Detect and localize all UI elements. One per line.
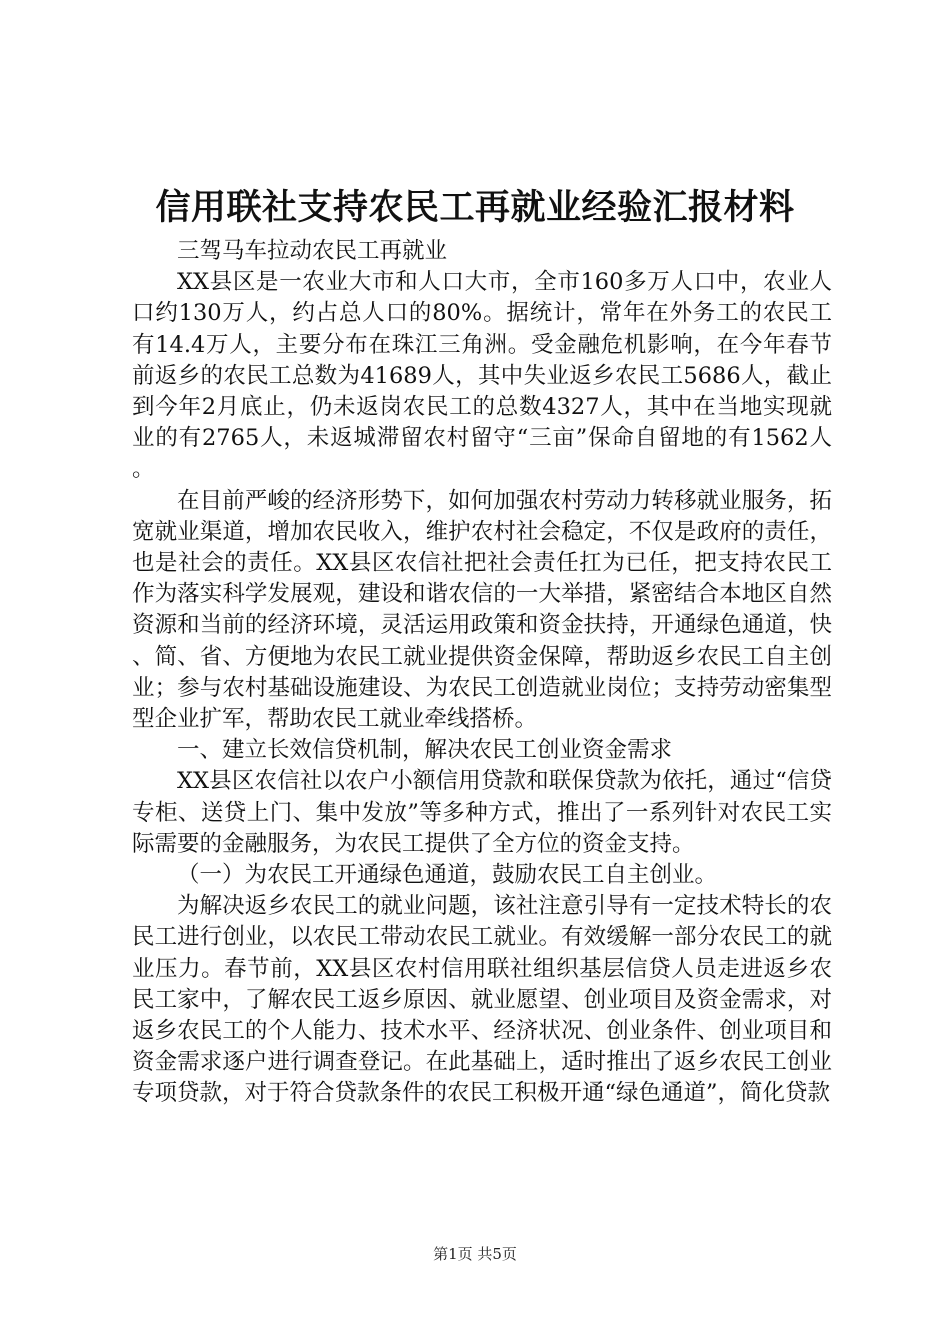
paragraph-responsibility: 在目前严峻的经济形势下，如何加强农村劳动力转移就业服务，拓宽就业渠道，增加农民收入，维护农村社会稳定，不仅是政府的责任，也是社会的责任。XX县区农信社把社会责任扛为已任，把支持农民工作为落实科学发展观，建设和谐农信的一大举措，紧密结合本地区自然资源和当前的经济环境，灵活运用政策和资金扶持，开通绿色通道，快、简、省、方便地为农民工就业提供资金保障，帮助返乡农民工自主创业；参与农村基础设施建设、为农民工创造就业岗位；支持劳动密集型型企业扩军，帮助农民工就业牵线搭桥。 xyxy=(132,487,832,733)
paragraph-green-channel: 为解决返乡农民工的就业问题，该社注意引导有一定技术特长的农民工进行创业，以农民工带动农民工就业。有效缓解一部分农民工的就业压力。春节前，XX县区农村信用联社组织基层信贷人员走进返乡农民工家中，了解农民工返乡原因、就业愿望、创业项目及资金需求，对返乡农民工的个人能力、技术水平、经济状况、创业条件、创业项目和资金需求逐户进行调查登记。在此基础上，适时推出了返乡农民工创业专项贷款，对于符合贷款条件的农民工积极开通“绿色通道”，简化贷款 xyxy=(132,893,832,1107)
subsection-heading-1: （一）为农民工开通绿色通道，鼓励农民工自主创业。 xyxy=(177,862,718,889)
document-body xyxy=(132,236,832,1110)
paragraph-subtitle: 三驾马车拉动农民工再就业 xyxy=(177,238,448,264)
page-footer: 第1页 共5页 xyxy=(433,1245,517,1263)
document-title: 信用联社支持农民工再就业经验汇报材料 xyxy=(155,188,795,228)
section-heading-1: 一、建立长效信贷机制，解决农民工创业资金需求 xyxy=(177,737,673,764)
paragraph-background: XX县区是一农业大市和人口大市，全市160多万人口中，农业人口约130万人，约占总人口的80%。据统计，常年在外务工的农民工有14.4万人，主要分布在珠江三角洲。受金融危机影响，在今年春节前返乡的农民工总数为41689人，其中失业返乡农民工5686人，截止到今年2月底止，仍未返岗农民工的总数4327人，其中在当地实现就业的有2765人，未返城滞留农村留守“三亩”保命自留地的有1562人。 xyxy=(132,269,832,483)
paragraph-credit-services: XX县区农信社以农户小额信用贷款和联保贷款为依托，通过“信贷专柜、送贷上门、集中发放”等多种方式，推出了一系列针对农民工实际需要的金融服务，为农民工提供了全方位的资金支持。 xyxy=(132,768,832,857)
